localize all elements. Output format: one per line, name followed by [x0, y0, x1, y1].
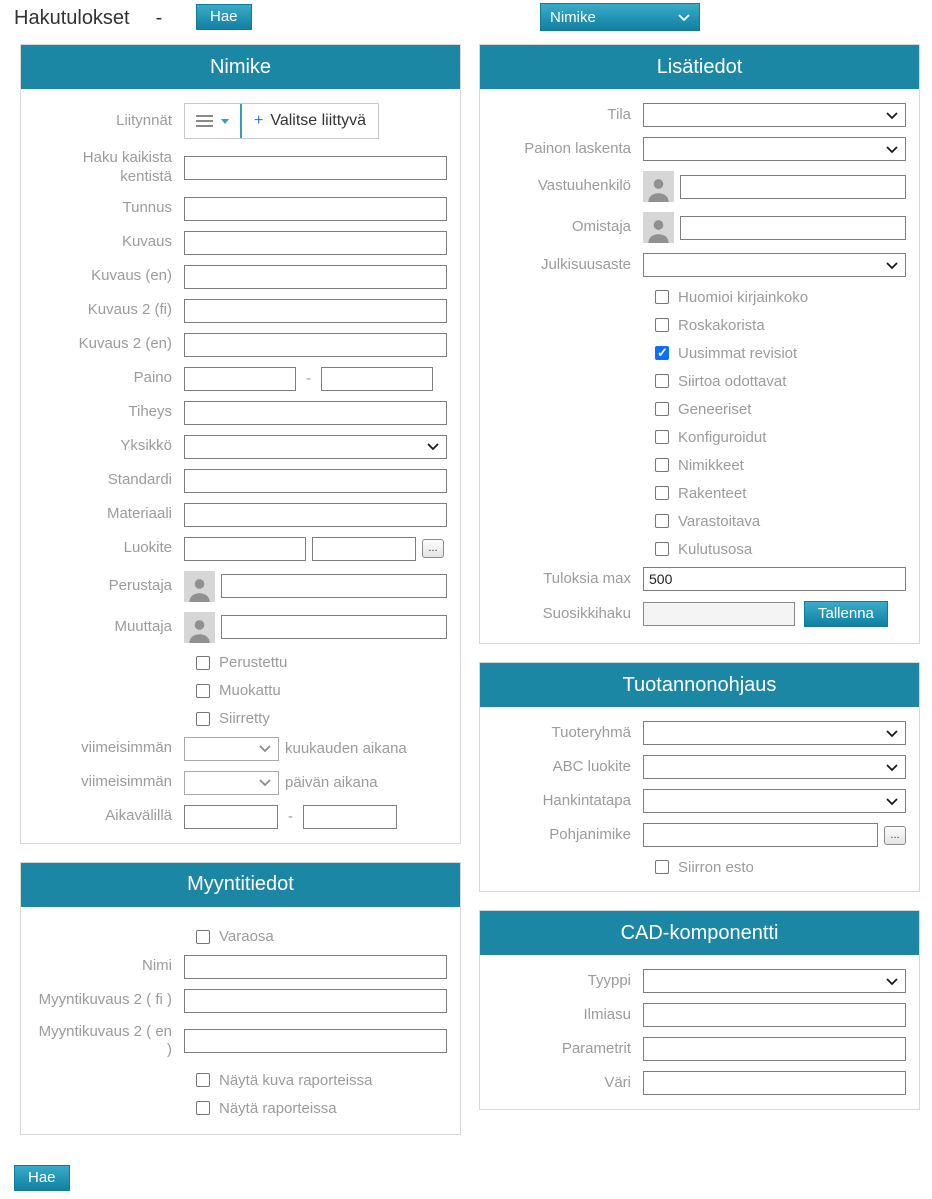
paino-min-input[interactable] [184, 367, 296, 391]
painon-laskenta-select[interactable] [643, 137, 906, 161]
liitynnat-row [34, 103, 447, 139]
luokite-row [34, 537, 447, 561]
search-type-select[interactable] [540, 3, 700, 31]
filter-checkbox-row [493, 371, 906, 391]
person-icon [184, 612, 215, 643]
vari-input[interactable] [643, 1071, 906, 1095]
vastuuhenkilo-input[interactable] [680, 175, 906, 199]
valitse-liittyva-label: Valitse liittyvä [270, 112, 367, 129]
paino-row [34, 367, 447, 391]
paino-label: Paino [133, 369, 172, 387]
ilmiasu-label: Ilmiasu [583, 1005, 631, 1023]
haku-kaikista-row [34, 149, 447, 187]
siirron-esto-row [493, 857, 906, 877]
tyyppi-select[interactable] [643, 969, 906, 993]
checkbox-label: Kulutusosa [678, 540, 753, 558]
myyntikuvaus2-fi-input[interactable] [184, 989, 447, 1013]
suosikkihaku-input[interactable] [643, 602, 795, 626]
myyntikuvaus2-en-input[interactable] [184, 1029, 447, 1053]
suosikkihaku-row [493, 601, 906, 627]
nayta-raporteissa-checkbox-label: Näytä raporteissa [219, 1099, 337, 1117]
siirretty-checkbox[interactable] [196, 712, 210, 726]
aikavalilla-end-input[interactable] [303, 805, 397, 829]
chevron-down-icon [886, 112, 898, 119]
perustettu-checkbox[interactable] [196, 656, 210, 670]
chevron-down-icon [886, 146, 898, 153]
varaosa-checkbox-label: Varaosa [219, 928, 274, 945]
kuvaus2-en-input[interactable] [184, 333, 447, 357]
viimeisimman-label: viimeisimmän [81, 773, 172, 791]
top-bar [0, 0, 932, 44]
person-icon [643, 212, 674, 243]
tiheys-label: Tiheys [128, 403, 172, 421]
pohjanimike-input[interactable] [643, 823, 878, 847]
page-title-wrap [14, 7, 162, 30]
suosikkihaku-label: Suosikkihaku [542, 604, 631, 622]
perustaja-input[interactable] [221, 574, 447, 598]
nimike-panel [20, 44, 461, 844]
right-column [479, 44, 920, 1128]
siirretty-row [34, 709, 447, 729]
perustaja-row [34, 571, 447, 602]
liitynnat-label: Liitynnät [116, 111, 172, 129]
hankintatapa-label: Hankintatapa [542, 791, 631, 809]
materiaali-input[interactable] [184, 503, 447, 527]
siirretty-checkbox-label: Siirretty [219, 710, 270, 727]
range-dash: - [288, 808, 293, 825]
kuvaus-en-row [34, 265, 447, 289]
tuoteryhma-label: Tuoteryhmä [551, 723, 631, 741]
painon-laskenta-label: Painon laskenta [524, 139, 631, 157]
tuotannonohjaus-panel-title: Tuotannonohjaus [480, 663, 919, 707]
nimi-input[interactable] [184, 955, 447, 979]
chevron-down-icon [886, 978, 898, 985]
hamburger-icon [196, 115, 213, 127]
filter-checkbox-row [493, 399, 906, 419]
muuttaja-input[interactable] [221, 615, 447, 639]
chevron-down-icon [886, 730, 898, 737]
muuttaja-label: Muuttaja [114, 617, 172, 635]
tunnus-label: Tunnus [122, 199, 172, 217]
nayta-kuva-checkbox[interactable] [196, 1073, 210, 1087]
kuvaus2-fi-row [34, 299, 447, 323]
tunnus-row [34, 197, 447, 221]
varaosa-row [34, 927, 447, 947]
filter-checkbox-row [493, 539, 906, 559]
footer [0, 1153, 932, 1199]
filter-checkbox-row [493, 287, 906, 307]
chevron-down-icon [886, 764, 898, 771]
viimeisimman-label: viimeisimmän [81, 739, 172, 757]
tuloksia-max-label: Tuloksia max [543, 569, 631, 587]
nimike-panel-body [21, 89, 460, 843]
perustettu-checkbox-label: Perustettu [219, 654, 288, 671]
muuttaja-row [34, 612, 447, 643]
hankintatapa-select[interactable] [643, 789, 906, 813]
tuotannonohjaus-panel-body [480, 707, 919, 891]
lisatiedot-panel [479, 44, 920, 644]
filter-checkbox-row [493, 315, 906, 335]
geneeriset-checkbox[interactable] [655, 402, 669, 416]
cad-panel [479, 910, 920, 1110]
chevron-down-icon [678, 14, 690, 21]
paivan-aikana-label: päivän aikana [285, 774, 378, 791]
parametrit-input[interactable] [643, 1037, 906, 1061]
hankintatapa-row [493, 789, 906, 813]
huomioi-kirjainkoko-checkbox[interactable] [655, 290, 669, 304]
caret-down-icon [221, 119, 229, 124]
filter-checkbox-row [493, 511, 906, 531]
nimike-panel-title: Nimike [21, 45, 460, 89]
nimi-label: Nimi [142, 957, 172, 975]
siirron-esto-checkbox-label: Siirron esto [678, 858, 754, 876]
omistaja-input[interactable] [680, 216, 906, 240]
tila-select[interactable] [643, 103, 906, 127]
standardi-label: Standardi [107, 471, 172, 489]
varastoitava-checkbox[interactable] [655, 514, 669, 528]
haku-kaikista-label: Haku kaikista kentistä [82, 149, 172, 185]
pohjanimike-label: Pohjanimike [549, 825, 631, 843]
left-column [20, 44, 461, 1153]
liitynnat-menu-button[interactable] [185, 104, 240, 138]
kuvaus-row [34, 231, 447, 255]
checkbox-label: Roskakorista [678, 316, 765, 334]
form-columns [0, 44, 932, 1153]
chevron-down-icon [886, 798, 898, 805]
haku-kaikista-input[interactable] [184, 156, 447, 180]
myyntitiedot-panel-body [21, 907, 460, 1135]
cad-panel-title: CAD-komponentti [480, 911, 919, 955]
viimeisimman-paiva-row [34, 771, 447, 795]
nayta-raporteissa-checkbox[interactable] [196, 1101, 210, 1115]
aikavalilla-label: Aikavälillä [105, 807, 172, 825]
julkisuusaste-label: Julkisuusaste [540, 255, 631, 273]
paino-max-input[interactable] [321, 367, 433, 391]
search-button-top[interactable]: Hae [196, 4, 252, 30]
myyntikuvaus2-fi-row [34, 989, 447, 1013]
myyntikuvaus2-en-row [34, 1023, 447, 1061]
julkisuusaste-row [493, 253, 906, 277]
chevron-down-icon [259, 779, 271, 786]
tila-label: Tila [607, 105, 631, 123]
checkbox-label: Huomioi kirjainkoko [678, 288, 809, 306]
parametrit-label: Parametrit [561, 1039, 631, 1057]
muokattu-row [34, 681, 447, 701]
myyntitiedot-panel-title: Myyntitiedot [21, 863, 460, 907]
luokite-input-1[interactable] [184, 537, 306, 561]
filter-checkbox-row [493, 343, 906, 363]
tuotannonohjaus-panel [479, 662, 920, 892]
search-type-value: Nimike [550, 8, 596, 26]
viimeisimman-kuukausi-select[interactable] [184, 737, 279, 761]
viimeisimman-kuukausi-row [34, 737, 447, 761]
yksikko-row [34, 435, 447, 459]
siirtoa-odottavat-checkbox[interactable] [655, 374, 669, 388]
pohjanimike-row [493, 823, 906, 847]
nayta-kuva-checkbox-label: Näytä kuva raporteissa [219, 1071, 373, 1089]
kuvaus2-en-label: Kuvaus 2 (en) [78, 335, 172, 353]
roskakorista-checkbox[interactable] [655, 318, 669, 332]
ilmiasu-row [493, 1003, 906, 1027]
tuloksia-max-row [493, 567, 906, 591]
tuloksia-max-input[interactable] [643, 567, 906, 591]
standardi-input[interactable] [184, 469, 447, 493]
tila-row [493, 103, 906, 127]
lisatiedot-panel-title: Lisätiedot [480, 45, 919, 89]
yksikko-label: Yksikkö [120, 437, 172, 455]
kulutusosa-checkbox[interactable] [655, 542, 669, 556]
luokite-label: Luokite [123, 539, 172, 557]
chevron-down-icon [886, 262, 898, 269]
vari-label: Väri [604, 1073, 631, 1091]
abc-luokite-row [493, 755, 906, 779]
search-button-bottom[interactable]: Hae [14, 1165, 70, 1191]
kuvaus-en-input[interactable] [184, 265, 447, 289]
luokite-input-2[interactable] [312, 537, 416, 561]
tyyppi-row [493, 969, 906, 993]
chevron-down-icon [259, 745, 271, 752]
title-dash: - [155, 7, 163, 29]
person-icon [184, 571, 215, 602]
chevron-down-icon [427, 443, 439, 450]
plus-icon: + [254, 112, 264, 129]
filter-checkbox-row [493, 427, 906, 447]
range-dash: - [306, 370, 311, 387]
page-title: Hakutulokset [14, 7, 130, 29]
myyntikuvaus2-fi-label: Myyntikuvaus 2 ( fi ) [38, 991, 172, 1009]
checkbox-label: Konfiguroidut [678, 428, 767, 446]
luokite-browse-button[interactable]: ... [422, 539, 444, 558]
pohjanimike-browse-button[interactable]: ... [884, 826, 906, 845]
rakenteet-checkbox[interactable] [655, 486, 669, 500]
materiaali-row [34, 503, 447, 527]
uusimmat-revisiot-checkbox[interactable] [655, 346, 669, 360]
kuvaus2-en-row [34, 333, 447, 357]
checkbox-label: Rakenteet [678, 484, 747, 502]
varaosa-checkbox[interactable] [196, 930, 210, 944]
perustaja-label: Perustaja [108, 576, 172, 594]
tyyppi-label: Tyyppi [587, 971, 631, 989]
checkbox-label: Varastoitava [678, 512, 761, 530]
vastuuhenkilo-row [493, 171, 906, 202]
checkbox-label: Nimikkeet [678, 456, 744, 474]
valitse-liittyva-button[interactable] [242, 104, 378, 138]
tallenna-button[interactable]: Tallenna [804, 601, 888, 627]
siirron-esto-checkbox[interactable] [655, 860, 669, 874]
painon-laskenta-row [493, 137, 906, 161]
tuoteryhma-select[interactable] [643, 721, 906, 745]
abc-luokite-label: ABC luokite [552, 757, 631, 775]
liitynnat-toolbar [184, 103, 379, 139]
tiheys-row [34, 401, 447, 425]
tiheys-input[interactable] [184, 401, 447, 425]
perustettu-row [34, 653, 447, 673]
kuvaus-en-label: Kuvaus (en) [91, 267, 172, 285]
checkbox-label: Uusimmat revisiot [678, 344, 798, 362]
aikavalilla-row [34, 805, 447, 829]
yksikko-select[interactable] [184, 435, 447, 459]
kuvaus-label: Kuvaus [121, 233, 172, 251]
nimikkeet-checkbox[interactable] [655, 458, 669, 472]
muokattu-checkbox[interactable] [196, 684, 210, 698]
viimeisimman-paiva-select[interactable] [184, 771, 279, 795]
standardi-row [34, 469, 447, 493]
myyntitiedot-panel [20, 862, 461, 1136]
filter-checkbox-row [493, 483, 906, 503]
tuoteryhma-row [493, 721, 906, 745]
omistaja-label: Omistaja [571, 218, 631, 236]
nimi-row [34, 955, 447, 979]
kuvaus2-fi-input[interactable] [184, 299, 447, 323]
kuvaus2-fi-label: Kuvaus 2 (fi) [87, 301, 172, 319]
aikavalilla-start-input[interactable] [184, 805, 278, 829]
abc-luokite-select[interactable] [643, 755, 906, 779]
lisatiedot-panel-body [480, 89, 919, 643]
ilmiasu-input[interactable] [643, 1003, 906, 1027]
nayta-raporteissa-row [34, 1098, 447, 1118]
konfiguroidut-checkbox[interactable] [655, 430, 669, 444]
muokattu-checkbox-label: Muokattu [219, 682, 281, 699]
cad-panel-body [480, 955, 919, 1109]
kuukauden-aikana-label: kuukauden aikana [285, 740, 407, 757]
person-icon [643, 171, 674, 202]
parametrit-row [493, 1037, 906, 1061]
vastuuhenkilo-label: Vastuuhenkilö [537, 177, 631, 195]
myyntikuvaus2-en-label: Myyntikuvaus 2 ( en ) [38, 1022, 172, 1059]
kuvaus-input[interactable] [184, 231, 447, 255]
vari-row [493, 1071, 906, 1095]
checkbox-label: Geneeriset [678, 400, 752, 418]
materiaali-label: Materiaali [106, 505, 172, 523]
tunnus-input[interactable] [184, 197, 447, 221]
nayta-kuva-row [34, 1070, 447, 1090]
checkbox-label: Siirtoa odottavat [678, 372, 787, 390]
omistaja-row [493, 212, 906, 243]
julkisuusaste-select[interactable] [643, 253, 906, 277]
filter-checkbox-row [493, 455, 906, 475]
